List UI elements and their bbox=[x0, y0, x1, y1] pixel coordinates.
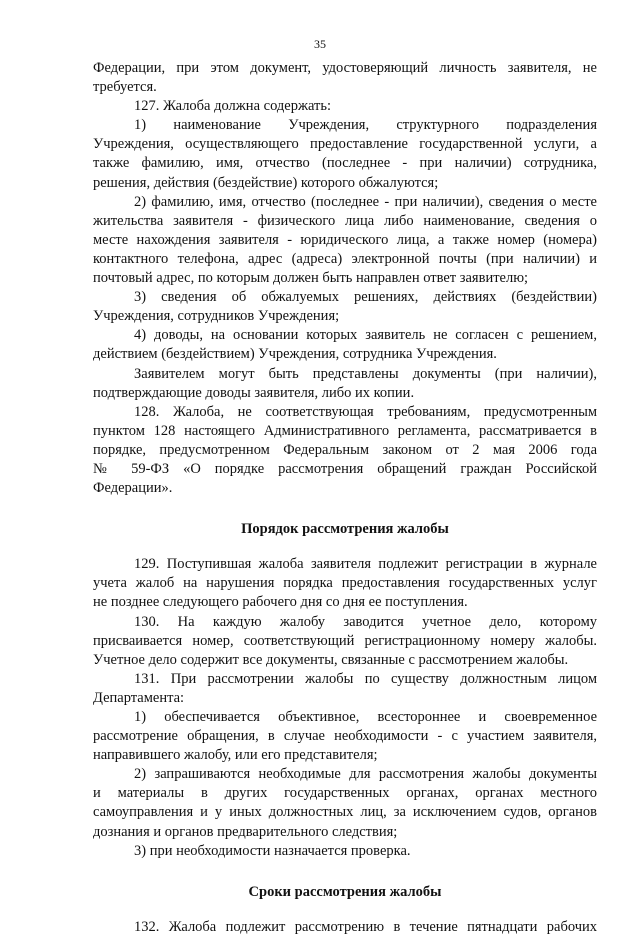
text-line: Федерации, при этом документ, удостоверяющий личность заявителя, не bbox=[93, 60, 597, 76]
text-line: 3) сведения об обжалуемых решениях, действиях (бездействии) bbox=[134, 289, 597, 306]
text-line: контактного телефона, адрес (адреса) электронной почты (при наличии) и bbox=[93, 250, 597, 267]
text-line: № 59-ФЗ «О порядке рассмотрения обращений граждан Российской bbox=[93, 460, 597, 477]
text-line: самоуправления и у иных должностных лиц, за исключением судов, органов bbox=[93, 804, 597, 821]
text-line: рассмотрение обращения, в случае необходимости - с участием заявителя, bbox=[93, 728, 597, 745]
document-body bbox=[93, 59, 597, 937]
text-line: пунктом 128 настоящего Административного регламента, рассматривается в bbox=[93, 422, 597, 439]
text-line: Учетное дело содержит все документы, связанные с рассмотрением жалобы. bbox=[93, 651, 569, 668]
text-line: Заявителем могут быть представлены документы (при наличии), bbox=[134, 365, 597, 382]
text-line: почтовый адрес, по которым должен быть направлен ответ заявителю; bbox=[93, 270, 529, 287]
spacer bbox=[93, 539, 597, 555]
text-line: порядке, предусмотренном Федеральным законом от 2 мая 2006 года bbox=[93, 441, 597, 458]
text-line: Департамента: bbox=[93, 689, 185, 706]
spacer bbox=[93, 902, 597, 918]
spacer bbox=[93, 498, 597, 520]
text-line: Учреждения, осуществляющего предоставление государственной услуги, а bbox=[93, 136, 597, 153]
text-line: 131. При рассмотрении жалобы по существу должностным лицом bbox=[134, 670, 597, 687]
text-line: 3) при необходимости назначается проверка. bbox=[134, 842, 411, 859]
text-line: также фамилию, имя, отчество (последнее - при наличии) сотрудника, bbox=[93, 155, 597, 172]
text-line: решения, действия (бездействие) которого обжалуются; bbox=[93, 174, 439, 191]
section-heading: Порядок рассмотрения жалобы bbox=[241, 521, 449, 538]
text-line: направившего жалобу, или его представителя; bbox=[93, 747, 378, 764]
text-line: жительства заявителя - физического лица либо наименование, сведения о bbox=[93, 212, 597, 229]
text-line: 4) доводы, на основании которых заявитель не согласен с решением, bbox=[134, 327, 597, 344]
text-line: 1) обеспечивается объективное, всестороннее и своевременное bbox=[134, 709, 597, 725]
text-line: действием (бездействием) Учреждения, сотрудника Учреждения. bbox=[93, 346, 497, 363]
text-line: требуется. bbox=[93, 79, 157, 96]
text-line: дознания и органов предварительного следствия; bbox=[93, 823, 398, 840]
text-line: Учреждения, сотрудников Учреждения; bbox=[93, 308, 340, 325]
text-line: не позднее следующего рабочего дня со дня ее поступления. bbox=[93, 594, 468, 611]
text-line: присваивается номер, соответствующий регистрационному номеру жалобы. bbox=[93, 632, 597, 649]
text-line: и материалы в других государственных органах, органах местного bbox=[93, 785, 597, 802]
text-line: учета жалоб на нарушения порядка предоставления государственных услуг bbox=[93, 575, 597, 592]
text-line: 2) запрашиваются необходимые для рассмотрения жалобы документы bbox=[134, 766, 597, 783]
text-line: месте нахождения заявителя - юридического лица, а также номер (номера) bbox=[93, 231, 597, 248]
text-line: 127. Жалоба должна содержать: bbox=[134, 98, 332, 115]
page-number: 35 bbox=[314, 37, 326, 51]
text-line: 1) наименование Учреждения, структурного подразделения bbox=[134, 117, 597, 134]
text-line: 132. Жалоба подлежит рассмотрению в течение пятнадцати рабочих bbox=[134, 918, 597, 935]
text-line: Федерации». bbox=[93, 480, 173, 497]
text-line: подтверждающие доводы заявителя, либо их копии. bbox=[93, 384, 415, 401]
text-line: 130. На каждую жалобу заводится учетное дело, которому bbox=[134, 613, 597, 630]
spacer bbox=[93, 861, 597, 883]
text-line: 129. Поступившая жалоба заявителя подлежит регистрации в журнале bbox=[134, 556, 597, 573]
text-line: 128. Жалоба, не соответствующая требованиям, предусмотренным bbox=[134, 403, 597, 420]
text-line: 2) фамилию, имя, отчество (последнее - при наличии), сведения о месте bbox=[134, 193, 597, 210]
section-heading: Сроки рассмотрения жалобы bbox=[248, 883, 442, 900]
